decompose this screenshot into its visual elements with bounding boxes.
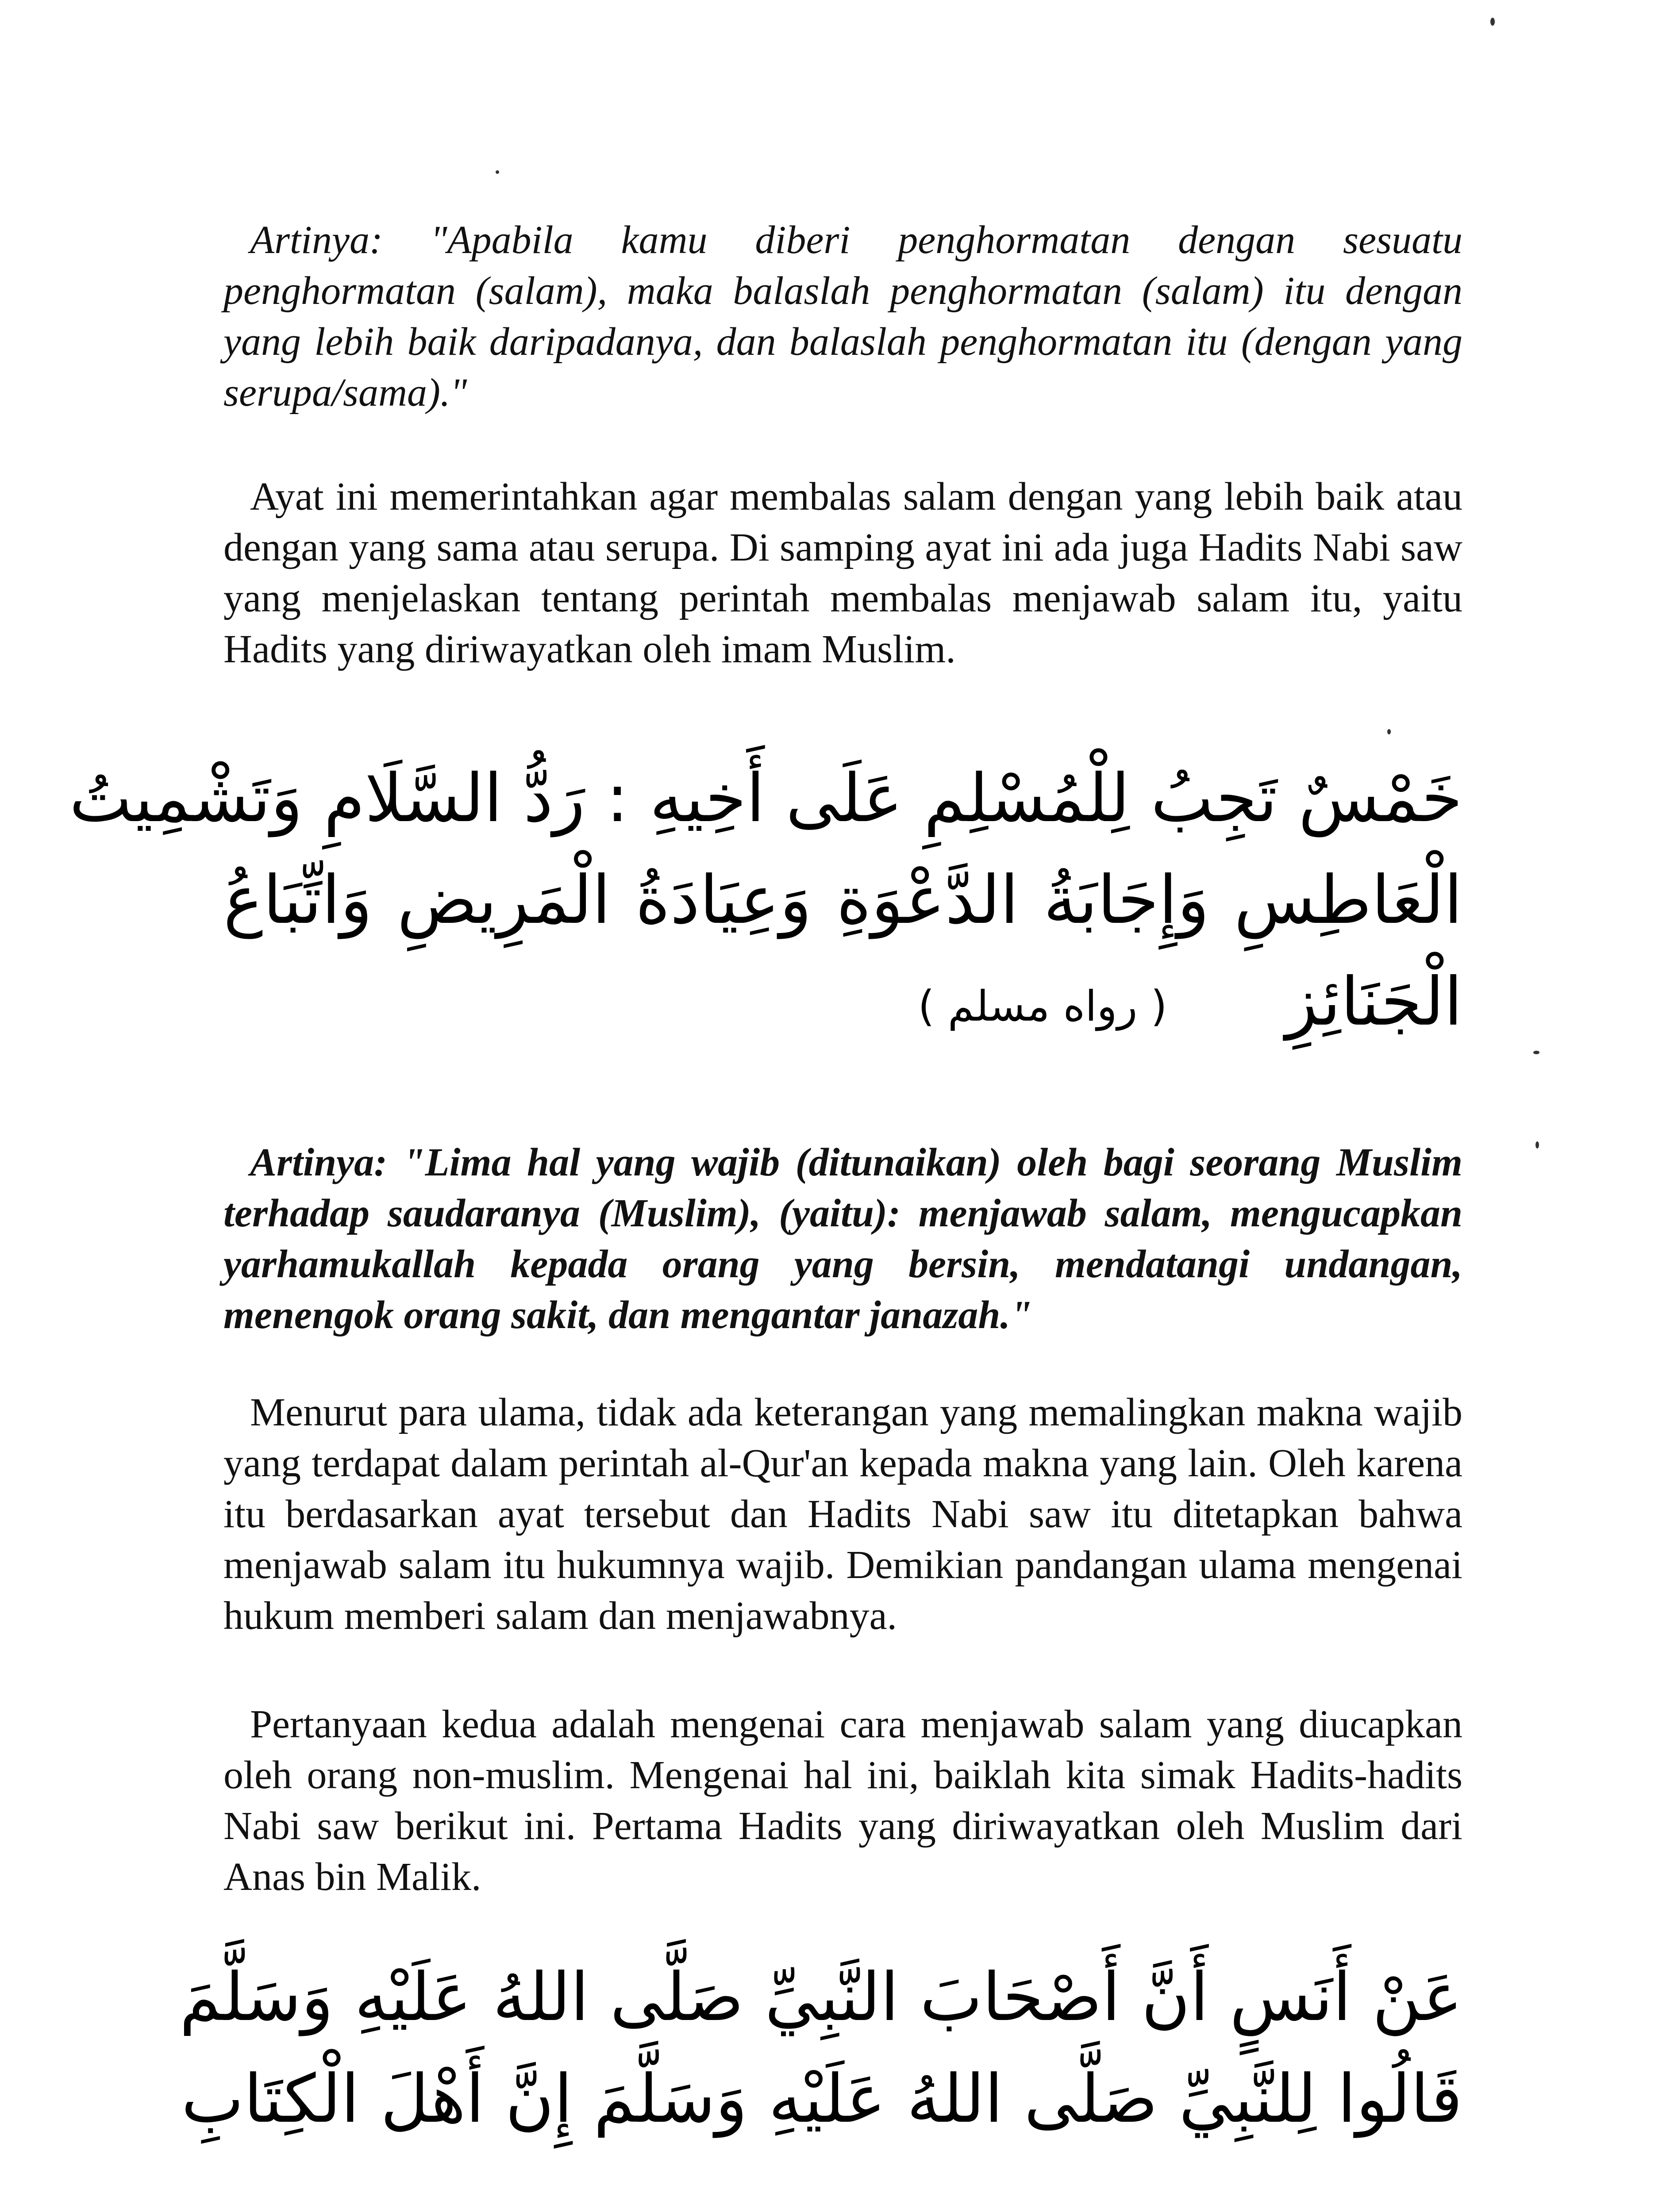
scan-speck bbox=[1533, 1051, 1539, 1054]
hadith-2-line-2: قَالُوا لِلنَّبِيِّ صَلَّى اللهُ عَلَيْهِ وَسَلَّمَ إِنَّ أَهْلَ الْكِتَابِ bbox=[181, 2061, 1462, 2138]
paragraph-3-block bbox=[223, 1699, 1462, 1902]
translation-1-block bbox=[223, 215, 1462, 418]
hadith-1-arabic bbox=[69, 748, 1462, 1057]
hadith-1-narration: ( رواه مسلم ) bbox=[918, 982, 1167, 1031]
scan-speck bbox=[1490, 18, 1495, 26]
paragraph-3: Pertanyaan kedua adalah mengenai cara menjawab salam yang diucapkan oleh orang non-muslim. Mengenai hal ini, baiklah kita simak Hadits-hadits Nabi saw berikut ini. Pertama Hadits yang diriwayatkan oleh Muslim dari Anas bin Malik. bbox=[223, 1702, 1462, 1899]
translation-2: Artinya: "Lima hal yang wajib (ditunaikan) oleh bagi seorang Muslim terhadap saudaranya (Muslim), (yaitu): menjawab salam, mengucapkan yarhamukallah kepada orang yang bersin, mendatangi undangan, menengok orang sakit, dan mengantar janazah." bbox=[223, 1141, 1462, 1337]
paragraph-2-block bbox=[223, 1387, 1462, 1641]
paragraph-2: Menurut para ulama, tidak ada keterangan yang memalingkan makna wajib yang terdapat dalam perintah al-Qur'an kepada makna yang lain. Oleh karena itu berdasarkan ayat tersebut dan Hadits Nabi saw itu ditetapkan bahwa menjawab salam itu hukumnya wajib. Demikian pandangan ulama mengenai hukum memberi salam dan menjawabnya. bbox=[223, 1390, 1462, 1638]
paragraph-1-block bbox=[223, 471, 1462, 675]
scan-speck bbox=[496, 170, 499, 174]
hadith-1-line-1: خَمْسٌ تَجِبُ لِلْمُسْلِمِ عَلَى أَخِيهِ : رَدُّ السَّلَامِ وَتَشْمِيتُ bbox=[69, 760, 1462, 837]
hadith-1-line-3 bbox=[223, 951, 1462, 1057]
hadith-1-line-3-text: الْجَنَائِزِ bbox=[1285, 964, 1462, 1041]
hadith-2-arabic bbox=[179, 1947, 1462, 2150]
hadith-2-line-1: عَنْ أَنَسٍ أَنَّ أَصْحَابَ النَّبِيِّ صَلَّى اللهُ عَلَيْهِ وَسَلَّمَ bbox=[179, 1959, 1462, 2036]
translation-1: Artinya: "Apabila kamu diberi penghormatan dengan sesuatu penghormatan (salam), maka balaslah penghormatan (salam) itu dengan yang lebih baik daripadanya, dan balaslah penghormatan itu (dengan yang serupa/sama)." bbox=[223, 218, 1462, 415]
hadith-1-line-2: الْعَاطِسِ وَإِجَابَةُ الدَّعْوَةِ وَعِيَادَةُ الْمَرِيضِ وَاتِّبَاعُ bbox=[223, 862, 1462, 939]
scan-speck bbox=[1387, 729, 1391, 734]
scan-speck bbox=[1535, 1141, 1539, 1148]
paragraph-1: Ayat ini memerintahkan agar membalas salam dengan yang lebih baik atau dengan yang sama atau serupa. Di samping ayat ini ada juga Hadits Nabi saw yang menjelaskan tentang perintah membalas menjawab salam itu, yaitu Hadits yang diriwayatkan oleh imam Muslim. bbox=[223, 475, 1462, 671]
translation-2-block bbox=[223, 1137, 1462, 1340]
